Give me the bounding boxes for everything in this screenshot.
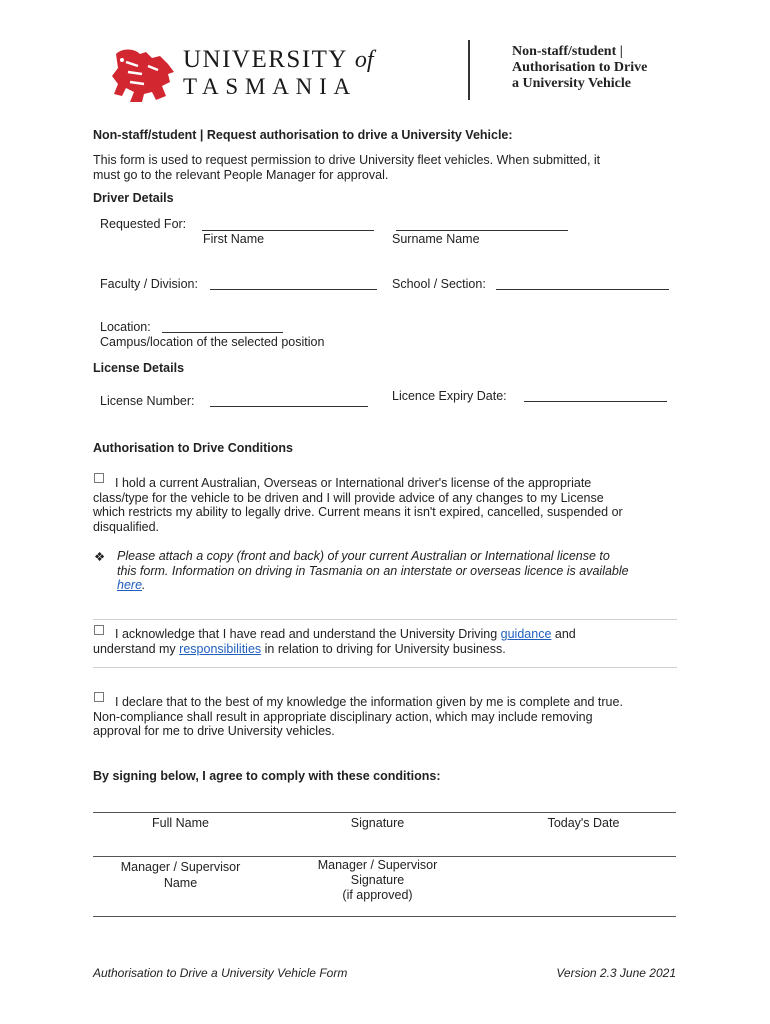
guidance-link[interactable]: guidance xyxy=(500,627,552,641)
signature-caption: Signature xyxy=(350,816,405,830)
faculty-label: Faculty / Division: xyxy=(100,277,198,291)
todays-date-caption: Today's Date xyxy=(547,816,620,830)
section-divider xyxy=(93,619,677,620)
responsibilities-link[interactable]: responsibilities xyxy=(179,641,262,656)
condition-1-text: I hold a current Australian, Overseas or International driver's license of the appropriate class/type for the vehicle to be driven and I will provide advice of any changes to my License which restricts my ability to legally drive. Current means it isn't expired, cancelled, suspended or disqualified. xyxy=(93,476,623,534)
manager-name-caption: Manager / Supervisor Name xyxy=(120,860,241,890)
requested-for-label: Requested For: xyxy=(100,217,187,231)
form-heading: Non-staff/student | Request authorisation to drive a University Vehicle: xyxy=(93,128,513,142)
driver-details-heading: Driver Details xyxy=(93,191,174,205)
university-lion-logo-icon xyxy=(108,44,178,106)
first-name-caption: First Name xyxy=(203,232,265,246)
logo-wordmark-line1: UNIVERSITY of xyxy=(183,46,374,73)
license-number-field[interactable] xyxy=(210,406,368,407)
school-label: School / Section: xyxy=(392,277,486,291)
surname-caption: Surname Name xyxy=(392,232,480,246)
manager-signature-caption: Manager / Supervisor Signature (if approved) xyxy=(317,858,438,902)
here-link[interactable]: here xyxy=(117,578,143,593)
condition-3-text: I declare that to the best of my knowledge the information given by me is complete and true. Non-compliance shall result in appropriate disciplinary action, which may include removing approval for me to drive University vehicles. xyxy=(93,695,623,739)
section-divider xyxy=(93,667,677,668)
condition-2-text: I acknowledge that I have read and understand the University Driving guidance and understand my responsibilities in relation to driving for University business. xyxy=(93,627,576,656)
signing-heading: By signing below, I agree to comply with these conditions: xyxy=(93,769,441,783)
license-number-label: License Number: xyxy=(100,394,195,408)
first-name-field[interactable] xyxy=(202,230,374,231)
footer-form-name: Authorisation to Drive a University Vehicle Form xyxy=(93,966,348,980)
location-label: Location: xyxy=(100,320,151,334)
signature-line-row1[interactable] xyxy=(93,812,676,813)
signature-line-row3[interactable] xyxy=(93,916,676,917)
license-details-heading: License Details xyxy=(93,361,185,375)
full-name-caption: Full Name xyxy=(152,816,209,830)
location-hint: Campus/location of the selected position xyxy=(100,335,325,349)
document-title: Non-staff/student | Authorisation to Drive a University Vehicle xyxy=(512,44,648,91)
header-divider xyxy=(468,40,470,100)
school-field[interactable] xyxy=(496,289,669,290)
intro-text: This form is used to request permission to drive University fleet vehicles. When submitted, it must go to the relevant People Manager for approval. xyxy=(93,153,601,182)
faculty-field[interactable] xyxy=(210,289,377,290)
signature-line-row2[interactable] xyxy=(93,856,676,857)
conditions-heading: Authorisation to Drive Conditions xyxy=(93,441,293,455)
license-expiry-label: Licence Expiry Date: xyxy=(392,389,507,403)
location-field[interactable] xyxy=(162,332,283,333)
license-copy-note: Please attach a copy (front and back) of your current Australian or International license to this form. Information on driving in Tasmania on an interstate or overseas licence is available here. xyxy=(117,549,629,593)
footer-version: Version 2.3 June 2021 xyxy=(556,966,676,980)
logo-wordmark-line2: TASMANIA xyxy=(183,74,357,99)
surname-field[interactable] xyxy=(396,230,568,231)
license-expiry-field[interactable] xyxy=(524,401,667,402)
bullet-icon: ❖ xyxy=(94,550,106,564)
